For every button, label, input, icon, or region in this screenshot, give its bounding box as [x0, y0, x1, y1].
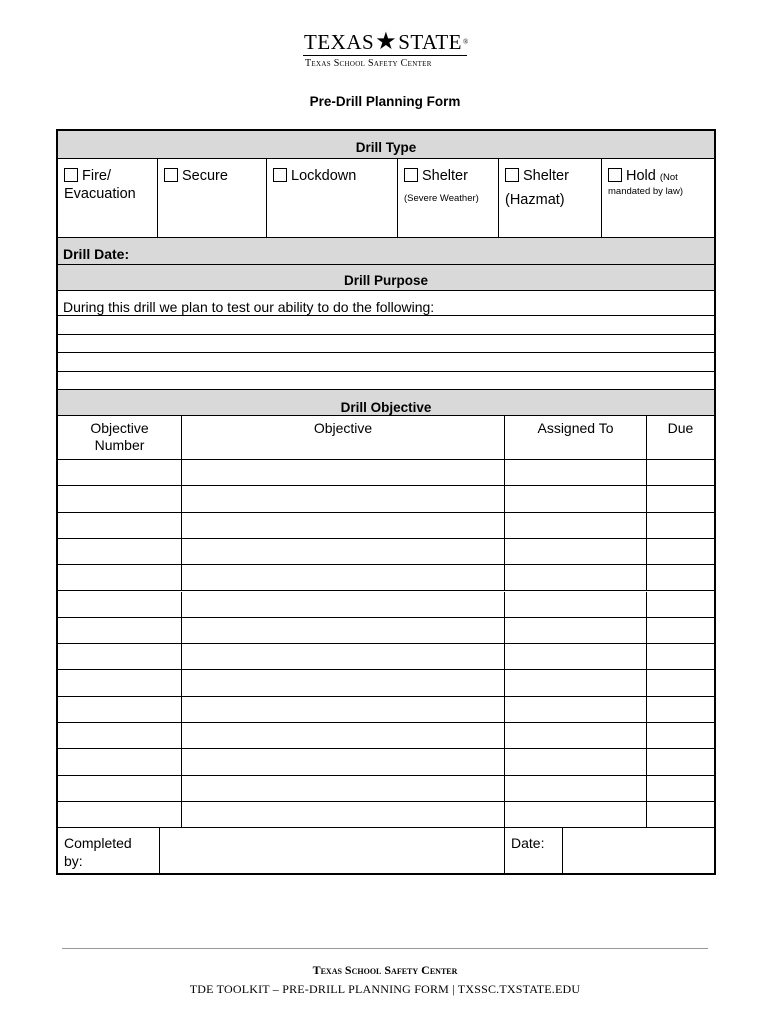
objective-number-cell[interactable] [58, 723, 182, 748]
checkbox-lockdown[interactable] [273, 168, 287, 182]
option-shelter-weather-label: Shelter [422, 168, 468, 184]
table-row [58, 697, 714, 723]
objective-cell[interactable] [182, 618, 505, 643]
logo-word-state: STATE [398, 30, 463, 54]
completed-by-row [58, 828, 714, 873]
option-hold-label: Hold [626, 168, 656, 184]
table-row [58, 539, 714, 565]
objective-number-cell[interactable] [58, 460, 182, 485]
option-lockdown[interactable] [267, 159, 398, 237]
date-label: Date: [511, 835, 545, 851]
objective-number-cell[interactable] [58, 776, 182, 801]
col-objective-label: Objective [313, 420, 373, 436]
assigned-to-cell[interactable] [505, 539, 647, 564]
option-secure-label: Secure [182, 168, 228, 184]
logo-wordmark [300, 30, 480, 54]
objective-number-cell[interactable] [58, 618, 182, 643]
purpose-intro-text: During this drill we plan to test our ability to do the following: [63, 299, 435, 315]
logo-subtitle: Texas School Safety Center [305, 58, 432, 69]
completed-by-label-cell [58, 828, 160, 873]
table-row [58, 565, 714, 591]
option-hold-note-2: mandated by law) [608, 186, 683, 197]
objective-number-cell[interactable] [58, 565, 182, 590]
due-cell[interactable] [647, 618, 714, 643]
footer-divider [62, 948, 708, 949]
assigned-to-cell[interactable] [505, 592, 647, 617]
page-title: Pre-Drill Planning Form [309, 94, 461, 109]
objective-cell[interactable] [182, 802, 505, 827]
objective-cell[interactable] [182, 776, 505, 801]
assigned-to-cell[interactable] [505, 749, 647, 774]
table-row [58, 618, 714, 644]
due-cell[interactable] [647, 670, 714, 695]
checkbox-hold[interactable] [608, 168, 622, 182]
col-objective-number-line2: Number [94, 437, 145, 453]
purpose-line[interactable] [58, 316, 714, 335]
due-cell[interactable] [647, 592, 714, 617]
completed-by-label-2: by: [64, 853, 83, 869]
objective-number-cell[interactable] [58, 592, 182, 617]
table-row [58, 460, 714, 486]
table-row [58, 749, 714, 775]
objective-cell[interactable] [182, 723, 505, 748]
option-shelter-hazmat-label: Shelter [523, 168, 569, 184]
date-field[interactable] [563, 828, 714, 873]
drill-type-header [58, 131, 714, 159]
assigned-to-cell[interactable] [505, 565, 647, 590]
purpose-line[interactable] [58, 335, 714, 353]
col-assigned-to [505, 416, 647, 459]
objective-cell[interactable] [182, 460, 505, 485]
objective-number-cell[interactable] [58, 697, 182, 722]
drill-objective-header [58, 390, 714, 416]
purpose-line[interactable] [58, 353, 714, 372]
option-fire-evacuation[interactable] [58, 159, 158, 237]
footer-org: Texas School Safety Center [312, 963, 458, 977]
objective-number-cell[interactable] [58, 802, 182, 827]
objective-cell[interactable] [182, 486, 505, 511]
assigned-to-cell[interactable] [505, 776, 647, 801]
table-row [58, 592, 714, 618]
due-cell[interactable] [647, 644, 714, 669]
registered-mark: ® [463, 38, 469, 46]
footer-info: TDE TOOLKIT – PRE-DRILL PLANNING FORM | TXSSC.TXSTATE.EDU [189, 982, 581, 996]
due-cell[interactable] [647, 776, 714, 801]
col-assigned-to-label: Assigned To [537, 420, 614, 436]
drill-type-options [58, 159, 714, 238]
objective-cell[interactable] [182, 592, 505, 617]
due-cell[interactable] [647, 723, 714, 748]
col-objective-number-line1: Objective [90, 420, 149, 436]
objective-cell[interactable] [182, 539, 505, 564]
col-due-label: Due [667, 420, 694, 436]
assigned-to-cell[interactable] [505, 460, 647, 485]
col-due [647, 416, 714, 459]
logo-divider [303, 55, 467, 56]
due-cell[interactable] [647, 486, 714, 511]
due-cell[interactable] [647, 565, 714, 590]
logo-word-texas: TEXAS [304, 30, 375, 54]
due-cell[interactable] [647, 513, 714, 538]
col-objective-number [58, 416, 182, 459]
assigned-to-cell[interactable] [505, 802, 647, 827]
objective-cell[interactable] [182, 565, 505, 590]
due-cell[interactable] [647, 460, 714, 485]
checkbox-shelter-hazmat[interactable] [505, 168, 519, 182]
option-shelter-weather-note: (Severe Weather) [404, 193, 479, 204]
assigned-to-cell[interactable] [505, 486, 647, 511]
drill-date-row[interactable] [58, 238, 714, 265]
objective-number-cell[interactable] [58, 539, 182, 564]
drill-purpose-header-label: Drill Purpose [343, 273, 429, 288]
table-row [58, 670, 714, 696]
option-fire-label-2: Evacuation [64, 186, 136, 202]
assigned-to-cell[interactable] [505, 513, 647, 538]
table-row [58, 802, 714, 828]
drill-type-header-label: Drill Type [355, 140, 417, 155]
objective-cell[interactable] [182, 749, 505, 774]
star-icon: ★ [375, 29, 398, 55]
assigned-to-cell[interactable] [505, 723, 647, 748]
objective-cell[interactable] [182, 697, 505, 722]
table-row [58, 513, 714, 539]
option-shelter-hazmat[interactable] [499, 159, 602, 237]
table-row [58, 723, 714, 749]
due-cell[interactable] [647, 697, 714, 722]
objective-number-cell[interactable] [58, 513, 182, 538]
texas-state-logo [300, 30, 480, 78]
checkbox-fire-evacuation[interactable] [64, 168, 78, 182]
option-lockdown-label: Lockdown [291, 168, 357, 184]
objective-cell[interactable] [182, 670, 505, 695]
option-fire-label: Fire/ [82, 168, 111, 184]
due-cell[interactable] [647, 749, 714, 774]
table-row [58, 644, 714, 670]
checkbox-shelter-severe-weather[interactable] [404, 168, 418, 182]
objective-cell[interactable] [182, 513, 505, 538]
option-secure[interactable] [158, 159, 267, 237]
due-cell[interactable] [647, 539, 714, 564]
objective-column-headers [58, 416, 714, 460]
completed-by-label: Completed [64, 835, 132, 851]
date-label-cell [505, 828, 563, 873]
drill-objective-header-label: Drill Objective [340, 400, 432, 415]
objective-number-cell[interactable] [58, 749, 182, 774]
table-row [58, 776, 714, 802]
option-shelter-severe-weather[interactable] [398, 159, 499, 237]
table-row [58, 486, 714, 512]
drill-date-label: Drill Date: [63, 246, 130, 262]
purpose-intro-row[interactable] [58, 291, 714, 316]
objective-number-cell[interactable] [58, 486, 182, 511]
drill-purpose-header [58, 265, 714, 291]
checkbox-secure[interactable] [164, 168, 178, 182]
objective-number-cell[interactable] [58, 670, 182, 695]
completed-by-field[interactable] [160, 828, 505, 873]
due-cell[interactable] [647, 802, 714, 827]
col-objective [182, 416, 505, 459]
assigned-to-cell[interactable] [505, 697, 647, 722]
pre-drill-form [56, 129, 716, 875]
assigned-to-cell[interactable] [505, 670, 647, 695]
option-hold-note: (Not [659, 172, 678, 183]
objective-number-cell[interactable] [58, 644, 182, 669]
purpose-line[interactable] [58, 372, 714, 390]
option-shelter-hazmat-label-2: (Hazmat) [505, 192, 565, 208]
objective-cell[interactable] [182, 644, 505, 669]
option-hold[interactable] [602, 159, 714, 237]
assigned-to-cell[interactable] [505, 644, 647, 669]
assigned-to-cell[interactable] [505, 618, 647, 643]
